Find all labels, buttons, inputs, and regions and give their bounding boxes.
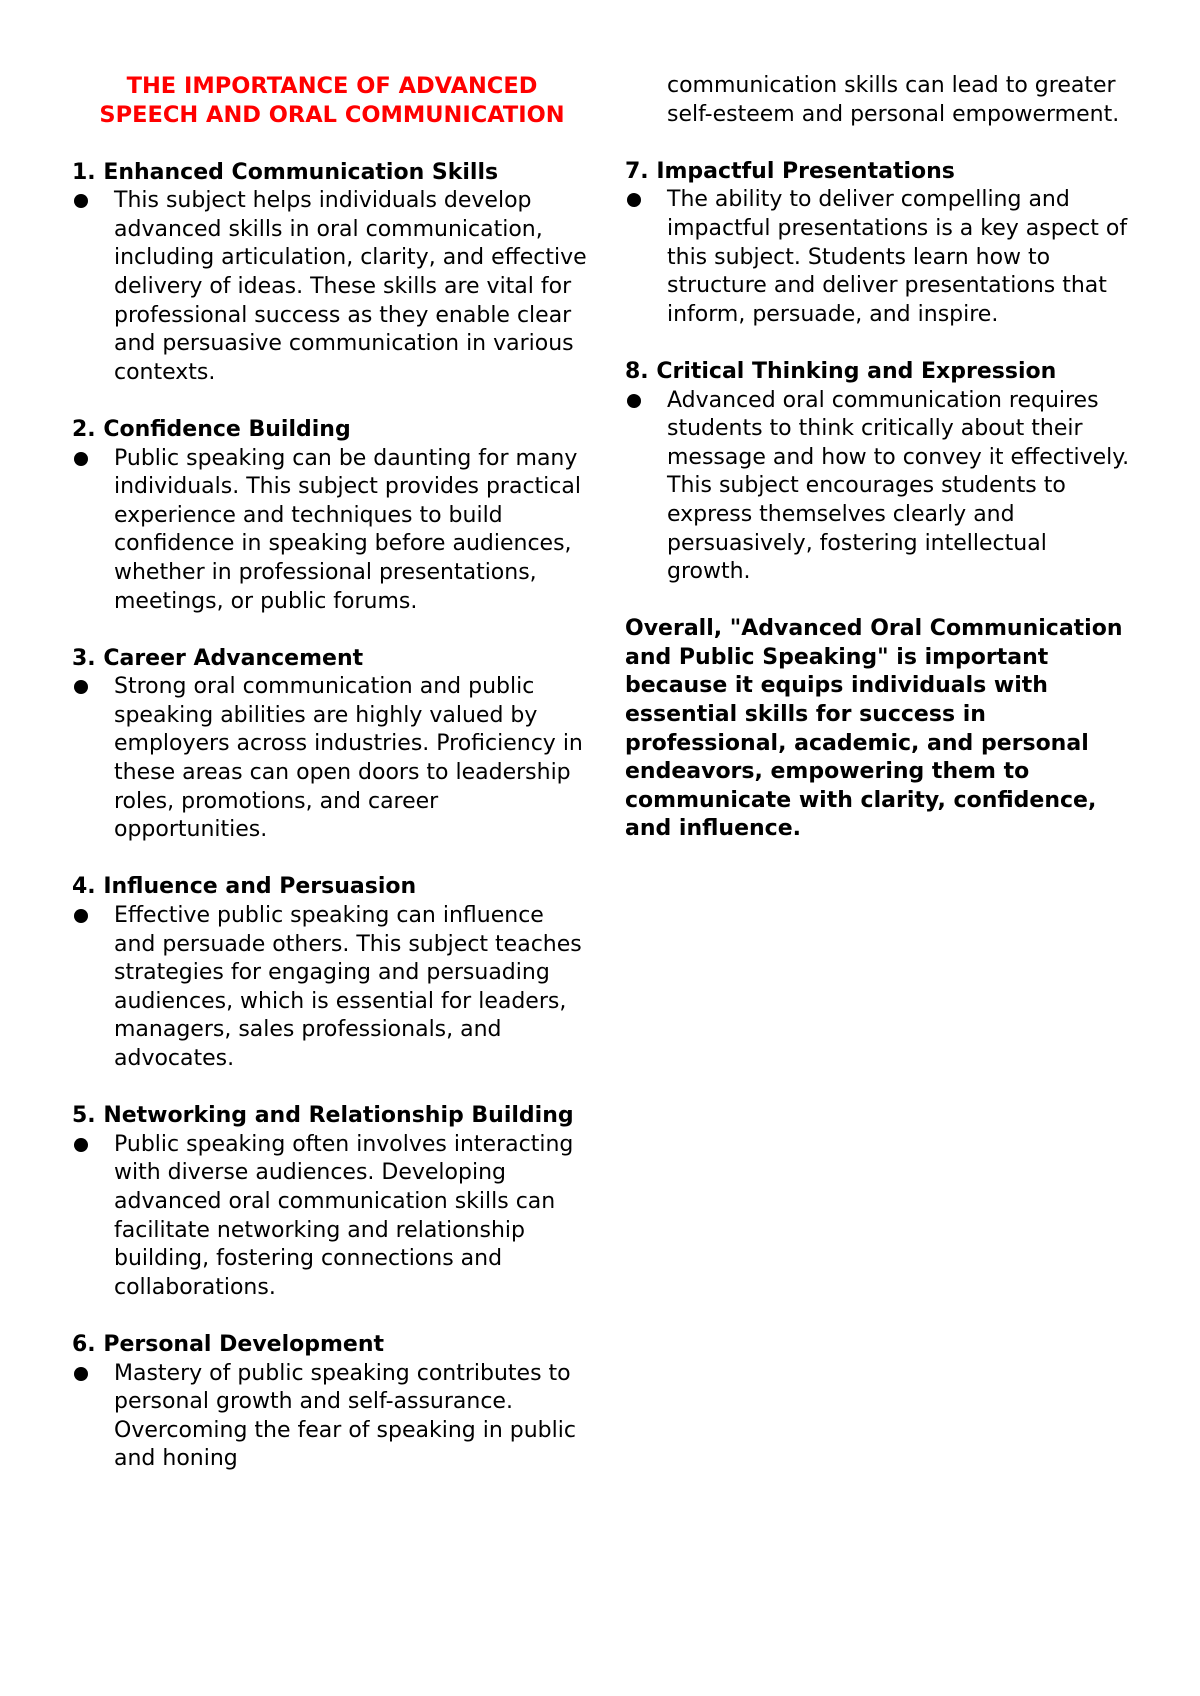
bullet-text: Strong oral communication and public speaking abilities are highly valued by employers across industries. Proficiency in these areas can open doors to leadership roles, promotions, and career opportunities. — [114, 674, 583, 843]
title-line-1: THE IMPORTANCE OF ADVANCED — [126, 73, 538, 99]
bullet-text: Advanced oral communication requires students to think critically about their message and how to convey it effectively. This subject encourages students to express themselves clearly and persuasively, fostering intellectual growth. — [667, 387, 1130, 585]
bullet-text-continued: communication skills can lead to greater self-esteem and personal empowerment. — [667, 73, 1120, 127]
bullet-icon — [74, 1138, 88, 1152]
bullet-text: Public speaking can be daunting for many individuals. This subject provides practical experience and techniques to build confidence in speaking before audiences, whether in professional presentations, meetings, or public forums. — [114, 445, 581, 614]
right-column — [625, 72, 1135, 844]
bullet-item — [72, 1360, 592, 1474]
bullet-text: Mastery of public speaking contributes to personal growth and self-assurance. Overcoming the fear of speaking in public and honing — [114, 1360, 576, 1472]
section-networking — [72, 1102, 592, 1302]
left-column — [72, 72, 592, 1474]
bullet-item — [625, 387, 1135, 587]
bullet-icon — [74, 909, 88, 923]
section-career-advancement — [72, 645, 592, 845]
bullet-item — [625, 186, 1135, 329]
bullet-item — [72, 902, 592, 1074]
section-influence-persuasion — [72, 873, 592, 1073]
document-title — [72, 72, 592, 130]
bullet-text: The ability to deliver compelling and impactful presentations is a key aspect of this subject. Students learn how to structure and deliver presentations that inform, persuade, and inspire. — [667, 187, 1128, 327]
bullet-item — [72, 1131, 592, 1303]
section-confidence-building — [72, 416, 592, 616]
bullet-item — [72, 673, 592, 845]
section-enhanced-communication — [72, 159, 592, 388]
section-heading: 2. Confidence Building — [72, 416, 351, 442]
bullet-icon — [74, 452, 88, 466]
section-heading: 4. Influence and Persuasion — [72, 874, 417, 900]
section-heading: 3. Career Advancement — [72, 645, 364, 671]
section-heading: 6. Personal Development — [72, 1331, 385, 1357]
section-impactful-presentations — [625, 158, 1135, 330]
bullet-text: This subject helps individuals develop advanced skills in oral communication, including articulation, clarity, and effective delivery of ideas. These skills are vital for professional success as they enable clear and persuasive communication in various contexts. — [114, 188, 587, 385]
title-line-2: SPEECH AND ORAL COMMUNICATION — [99, 102, 565, 128]
conclusion-paragraph: Overall, "Advanced Oral Communication and Public Speaking" is important because it equips individuals with essential skills for success in professional, academic, and personal endeavors, empowering them to communicate with clarity, confidence, and influence. — [625, 616, 1123, 842]
bullet-icon — [627, 193, 641, 207]
bullet-icon — [74, 1367, 88, 1381]
section-heading: 7. Impactful Presentations — [625, 158, 955, 184]
bullet-text: Public speaking often involves interacting with diverse audiences. Developing advanced oral communication skills can facilitate networking and relationship building, fostering connections and collaborations. — [114, 1131, 574, 1300]
section-heading: 8. Critical Thinking and Expression — [625, 358, 1057, 384]
bullet-item — [72, 445, 592, 617]
bullet-icon — [74, 680, 88, 694]
bullet-item — [72, 187, 592, 387]
section-heading: 5. Networking and Relationship Building — [72, 1103, 574, 1129]
bullet-text: Effective public speaking can influence and persuade others. This subject teaches strategies for engaging and persuading audiences, which is essential for leaders, managers, sales professionals, and advocates. — [114, 903, 582, 1071]
bullet-icon — [627, 394, 641, 408]
section-critical-thinking — [625, 358, 1135, 587]
section-heading: 1. Enhanced Communication Skills — [72, 159, 499, 185]
bullet-icon — [74, 194, 88, 208]
section-personal-development — [72, 1331, 592, 1474]
